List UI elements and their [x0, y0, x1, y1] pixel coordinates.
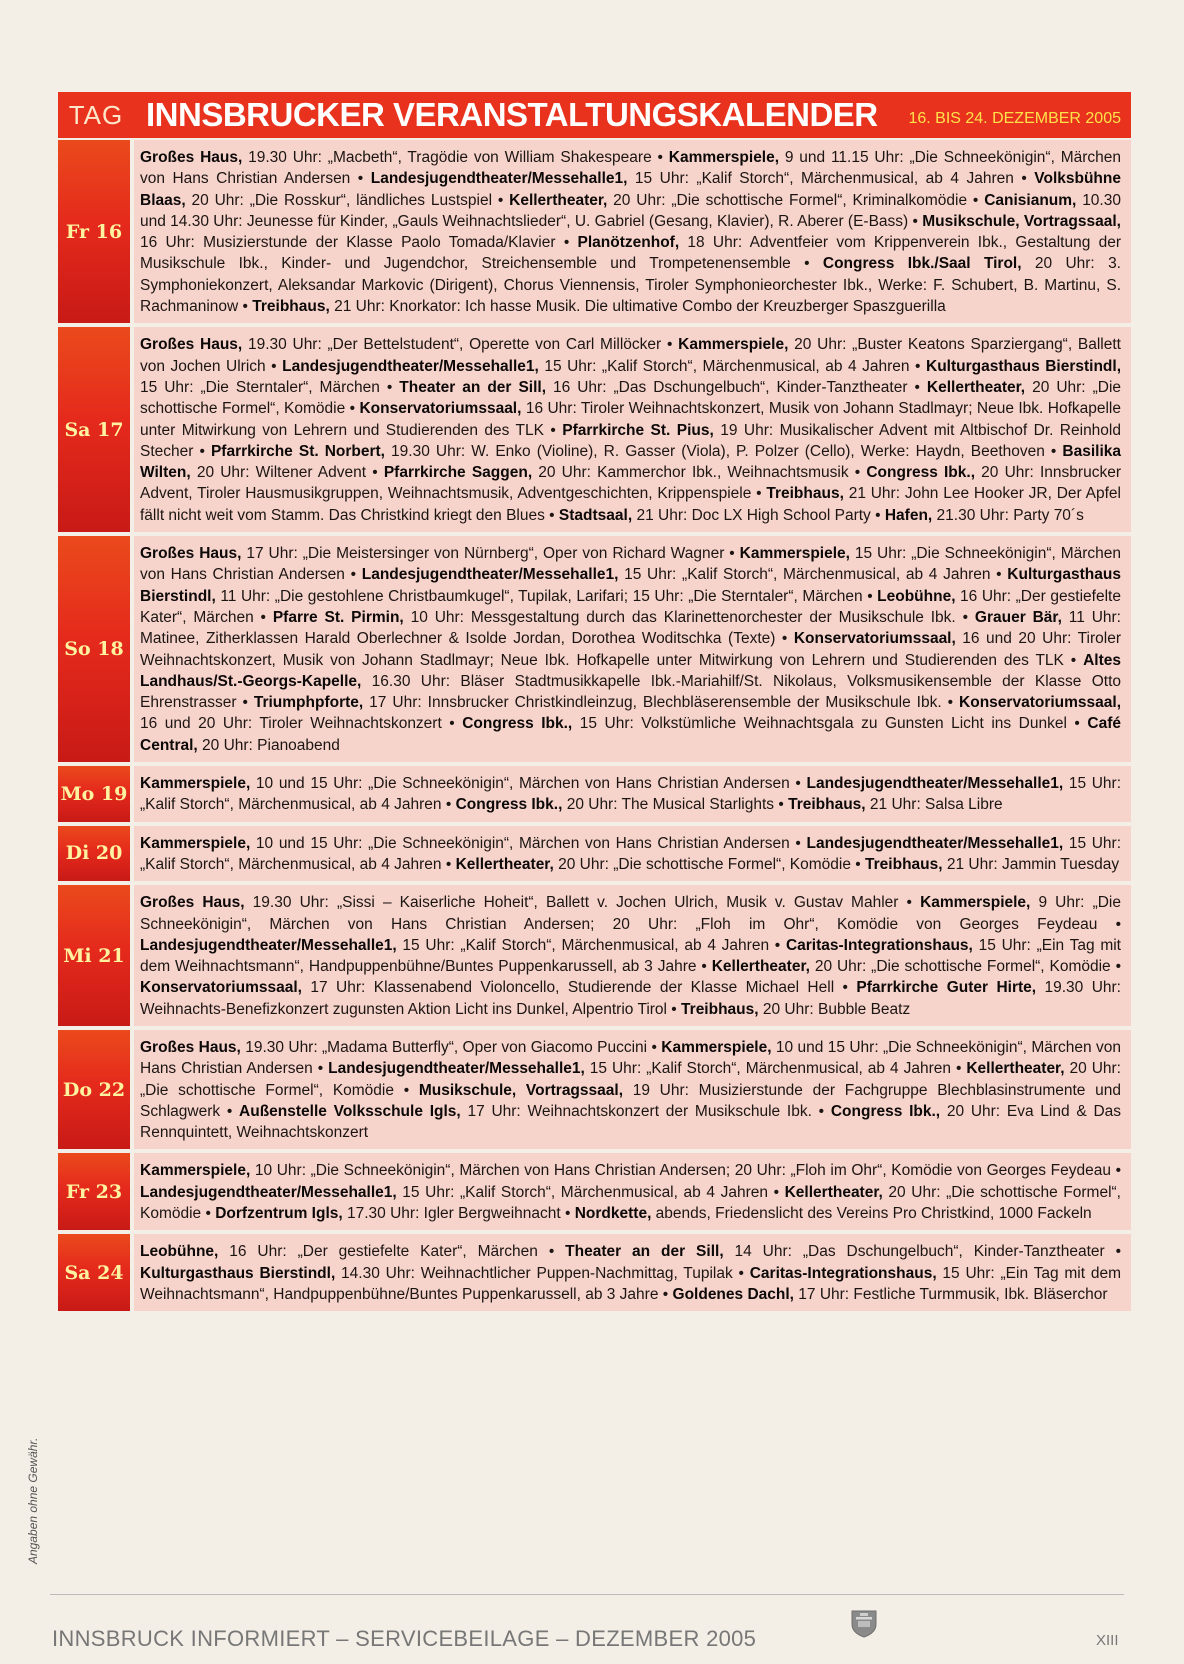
event-details: 15 Uhr: „Ein Tag mit dem Weihnachtsmann“, Handpuppenbühne/Buntes Puppenkarussell, ab 3 Jahre — [140, 936, 1121, 976]
event-details: 17 Uhr: Innsbrucker Christkindleinzug, Blechbläserensemble der Musikschule Ibk. — [363, 694, 942, 712]
event-details: 15 Uhr: „Kalif Storch“, Märchenmusical, ab 4 Jahren — [627, 170, 1014, 188]
bullet-separator: • — [441, 855, 456, 873]
event-details: 15 Uhr: „Die Sterntaler“, Märchen — [140, 378, 380, 396]
day-row — [58, 1030, 1131, 1149]
event-details: 20 Uhr: 3. Symphoniekonzert, Aleksandar Markovic (Dirigent), Chorus Viennensis, Tiroler Symphonieorchester Ibk., Werke: F. Schubert, B. Martinu, S. Rachmaninow — [140, 255, 1121, 316]
bullet-separator: • — [950, 1060, 967, 1078]
bullet-separator: • — [1063, 651, 1084, 669]
event-venue: Volksbühne Blaas, — [140, 170, 1121, 209]
event-details: 21 Uhr: Jammin Tuesday — [942, 855, 1120, 873]
bullet-separator: • — [193, 442, 211, 460]
event-details: 17 Uhr: „Die Meistersinger von Nürnberg“, Oper von Richard Wagner — [241, 545, 725, 563]
bullet-separator: • — [201, 1205, 216, 1223]
event-details: 14.30 Uhr: Weihnachtlicher Puppen-Nachmittag, Tupilak — [335, 1264, 733, 1282]
event-details: 10 und 15 Uhr: „Die Schneekönigin“, Märchen von Hans Christian Andersen — [250, 775, 790, 793]
event-details: 21 Uhr: John Lee Hooker JR, Der Apfel fällt nicht weit vom Stamm. Das Christkind kriegt den Blues — [140, 485, 1121, 524]
day-events — [134, 327, 1131, 532]
day-column-label: TAG — [68, 99, 124, 130]
event-details: 15 Uhr: „Kalif Storch“, Märchenmusical, ab 4 Jahren — [396, 936, 770, 954]
bullet-separator: • — [441, 796, 456, 814]
bullet-separator: • — [955, 608, 975, 626]
event-venue: Kammerspiele, — [920, 894, 1031, 912]
bullet-separator: • — [909, 357, 927, 375]
bullet-separator: • — [732, 1264, 750, 1282]
event-venue: Großes Haus, — [140, 545, 242, 563]
event-venue: Kammerspiele, — [678, 336, 789, 354]
date-range: 16. BIS 24. DEZEMBER 2005 — [908, 110, 1121, 127]
day-events — [134, 826, 1131, 882]
bullet-separator: • — [850, 855, 866, 873]
bullet-separator: • — [441, 715, 463, 733]
event-details: 20 Uhr: „Die schottische Formel“, Komödie — [553, 855, 851, 873]
event-venue: Pfarrkirche Guter Hirte, — [856, 979, 1037, 997]
day-row — [58, 140, 1131, 323]
bullet-separator: • — [898, 894, 921, 912]
event-venue: Treibhaus, — [788, 796, 866, 814]
bullet-separator: • — [1066, 715, 1088, 733]
event-details: 10.30 und 14.30 Uhr: Jeunesse für Kinder, „Gauls Weihnachtslieder“, U. Gabriel (Gesang, Klavier), R. Aberer (E-Bass) — [140, 191, 1121, 230]
event-details: 16.30 Uhr: Bläser Stadtmusikkapelle Ibk.-Mariahilf/St. Nikolaus, Volksmusikensemble der Klasse Otto Ehrenstrasser — [140, 672, 1121, 712]
bullet-separator: • — [967, 191, 985, 209]
day-row — [58, 327, 1131, 532]
day-cell — [58, 885, 130, 1026]
bullet-separator: • — [789, 775, 807, 793]
event-details: 16 und 20 Uhr: Tiroler Weihnachtskonzert — [140, 715, 442, 733]
event-details: 20 Uhr: Bubble Beatz — [758, 1000, 911, 1018]
day-label: Sa 17 — [64, 418, 124, 441]
event-venue: Landesjugendtheater/Messehalle1, — [140, 936, 397, 954]
event-venue: Stadtsaal, — [558, 506, 633, 524]
bullet-separator: • — [834, 979, 857, 997]
bullet-separator: • — [774, 796, 789, 814]
event-venue: Congress Ibk., — [455, 796, 563, 814]
event-venue: Altes Landhaus/St.-Georgs-Kapelle, — [140, 651, 1122, 690]
event-details: 20 Uhr: „Die schottische Formel“, Komödie — [140, 1060, 1121, 1099]
event-details: 20 Uhr: Pianoabend — [197, 736, 340, 754]
day-label: Fr 16 — [65, 220, 123, 243]
event-venue: Großes Haus, — [140, 1038, 241, 1056]
bullet-separator: • — [253, 608, 273, 626]
event-details: 19 Uhr: Musizierstunde der Fachgruppe Blechblasinstrumente und Schlagwerk — [140, 1081, 1121, 1120]
event-details: 17 Uhr: Festliche Turmmusik, Ibk. Bläserchor — [793, 1285, 1108, 1303]
event-details: 15 Uhr: „Kalif Storch“, Märchenmusical, ab 4 Jahren — [538, 357, 910, 375]
event-venue: Musikschule, Vortragssaal, — [418, 1081, 623, 1099]
event-details: 20 Uhr: Innsbrucker Advent, Tiroler Hausmusikgruppen, Weihnachtsmusik, Adventgeschichten, Krippenspiele — [140, 464, 1121, 503]
bullet-separator: • — [265, 357, 283, 375]
event-venue: Congress Ibk., — [830, 1102, 941, 1120]
event-venue: Kammerspiele, — [668, 149, 780, 166]
day-cell — [58, 1030, 130, 1149]
event-venue: Landesjugendtheater/Messehalle1, — [370, 170, 628, 188]
event-venue: Treibhaus, — [865, 855, 943, 873]
bullet-separator: • — [767, 1183, 785, 1201]
event-details: 16 Uhr: Tiroler Weihnachtskonzert, Musik von Johann Stadlmayr; Neue Ibk. Hofkapelle unter Mitwirkung von Lehrern und Studierenden des TLK — [140, 400, 1121, 439]
event-venue: Theater an der Sill, — [565, 1243, 724, 1261]
event-venue: Congress Ibk., — [866, 464, 976, 482]
event-details: 21 Uhr: Doc LX High School Party — [632, 506, 871, 524]
bullet-separator: • — [555, 234, 578, 252]
event-details: 17.30 Uhr: Igler Bergweihnacht — [342, 1205, 561, 1223]
calendar-header — [58, 92, 1131, 138]
event-details: 15 Uhr: Volkstümliche Weihnachtsgala zu Gunsten Licht ins Dunkel — [572, 715, 1067, 733]
event-details: 21.30 Uhr: Party 70´s — [932, 506, 1084, 524]
event-details: 14 Uhr: „Das Dschungelbuch“, Kinder-Tanztheater — [723, 1243, 1105, 1261]
disclaimer-note: Angaben ohne Gewähr. — [26, 1437, 40, 1564]
event-details: 20 Uhr: „Die schottische Formel“, Komödie — [140, 1183, 1121, 1223]
bullet-separator: • — [220, 1102, 240, 1120]
bullet-separator: • — [790, 255, 823, 273]
bullet-separator: • — [848, 464, 867, 482]
day-events — [134, 1153, 1131, 1230]
day-label: Sa 24 — [64, 1261, 124, 1284]
event-venue: Pfarrkirche Saggen, — [383, 464, 533, 482]
event-details: 9 und 11.15 Uhr: „Die Schneekönigin“, Märchen von Hans Christian Andersen — [140, 149, 1121, 188]
event-details: 15 Uhr: „Kalif Storch“, Märchenmusical, ab 4 Jahren — [140, 775, 1122, 814]
event-venue: Kellertheater, — [711, 958, 810, 976]
event-venue: Konservatoriumssaal, — [359, 400, 522, 418]
event-details: 15 Uhr: „Ein Tag mit dem Weihnachtsmann“, Handpuppenbühne/Buntes Puppenkarussell, ab 3 Jahre — [140, 1264, 1121, 1303]
event-venue: Grauer Bär, — [974, 608, 1062, 626]
event-venue: Pfarrkirche St. Pius, — [562, 421, 714, 439]
event-venue: Großes Haus, — [140, 894, 245, 912]
day-row — [58, 885, 1131, 1026]
bullet-separator: • — [990, 566, 1008, 584]
day-label: So 18 — [64, 638, 124, 661]
bullet-separator: • — [1110, 958, 1122, 976]
day-label: Di 20 — [65, 842, 123, 865]
event-details: 17 Uhr: Klassenabend Violoncello, Studierende der Klasse Michael Hell — [301, 979, 835, 997]
event-venue: Treibhaus, — [681, 1000, 759, 1018]
day-label: Mi 21 — [63, 944, 125, 967]
event-details: 15 Uhr: „Kalif Storch“, Märchenmusical, ab 4 Jahren — [618, 566, 991, 584]
event-venue: Kammerspiele, — [140, 775, 251, 793]
event-venue: Landesjugendtheater/Messehalle1, — [361, 566, 619, 584]
event-venue: Kellertheater, — [509, 191, 608, 209]
bullet-separator: • — [236, 694, 254, 712]
event-venue: Caritas-Integrationshaus, — [785, 936, 973, 954]
event-details: 20 Uhr: „Die schottische Formel“, Komödie — [140, 378, 1122, 418]
event-venue: Kulturgasthaus Bierstindl, — [926, 357, 1122, 375]
event-venue: Pfarrkirche St. Norbert, — [210, 442, 385, 460]
day-row — [58, 536, 1131, 762]
event-calendar — [58, 140, 1131, 1315]
event-details: 20 Uhr: „Buster Keatons Sparziergang“, Ballett von Jochen Ulrich — [140, 336, 1121, 375]
event-details: 15 Uhr: „Kalif Storch“, Märchenmusical, ab 4 Jahren — [396, 1183, 768, 1201]
event-venue: Hafen, — [884, 506, 933, 524]
bullet-separator: • — [543, 421, 563, 439]
event-details: 19.30 Uhr: „Sissi – Kaiserliche Hoheit“, Ballett v. Jochen Ulrich, Musik v. Gustav Mahler — [244, 894, 899, 912]
event-details: 10 und 15 Uhr: „Die Schneekönigin“, Märchen von Hans Christian Andersen — [250, 834, 790, 852]
event-venue: Kulturgasthaus Bierstindl, — [140, 1264, 336, 1282]
bullet-separator: • — [1013, 170, 1035, 188]
bullet-separator: • — [238, 298, 253, 316]
event-venue: Congress Ibk., — [462, 715, 573, 733]
event-details: 9 Uhr: „Die Schneekönigin“, Märchen von Hans Christian Andersen; 20 Uhr: „Floh im Ohr“, Komödie von Georges Feydeau — [140, 894, 1121, 933]
bullet-separator: • — [661, 336, 679, 354]
event-venue: Kellertheater, — [784, 1183, 883, 1201]
event-venue: Kammerspiele, — [739, 545, 850, 563]
bullet-separator: • — [345, 400, 360, 418]
event-details: 20 Uhr: „Die schottische Formel“, Komödie — [809, 958, 1111, 976]
event-details: 10 und 15 Uhr: „Die Schneekönigin“, Märchen von Hans Christian Andersen — [140, 1038, 1121, 1078]
day-events — [134, 766, 1131, 822]
event-venue: Theater an der Sill, — [399, 378, 547, 396]
day-events — [134, 1234, 1131, 1311]
bullet-separator: • — [696, 958, 712, 976]
event-details: 19.30 Uhr: „Der Bettelstudent“, Operette von Carl Millöcker — [242, 336, 662, 354]
day-cell — [58, 1234, 130, 1311]
event-details: 21 Uhr: Knorkator: Ich hasse Musik. Die ultimative Combo der Kreuzberger Spaszguerilla — [329, 298, 946, 316]
day-events — [134, 1030, 1131, 1149]
footer-divider — [50, 1594, 1124, 1595]
event-venue: Canisianum, — [984, 191, 1077, 209]
event-venue: Kulturgasthaus Bierstindl, — [140, 566, 1121, 605]
event-details: 19.30 Uhr: W. Enko (Violine), R. Gasser (Viola), P. Polzer (Cello), Werke: Haydn, Beethoven — [385, 442, 1045, 460]
city-crest-icon — [850, 1608, 878, 1638]
event-venue: Goldenes Dachl, — [672, 1285, 794, 1303]
event-venue: Kellertheater, — [966, 1060, 1065, 1078]
bullet-separator: • — [647, 1038, 662, 1056]
event-details: 20 Uhr: Wiltener Advent — [190, 464, 367, 482]
bullet-separator: • — [1097, 915, 1122, 933]
event-details: 16 Uhr: Musizierstunde der Klasse Paolo Tomada/Klavier — [140, 234, 556, 252]
day-row — [58, 1153, 1131, 1230]
footer-publication: INNSBRUCK INFORMIERT – SERVICEBEILAGE – DEZEMBER 2005 — [52, 1626, 757, 1651]
event-venue: Konservatoriumssaal, — [793, 630, 956, 648]
event-venue: Kellertheater, — [455, 855, 554, 873]
event-venue: Treibhaus, — [766, 485, 844, 503]
event-venue: Pfarre St. Pirmin, — [272, 608, 404, 626]
page-title: INNSBRUCKER VERANSTALTUNGSKALENDER — [146, 96, 878, 133]
bullet-separator: • — [366, 464, 384, 482]
bullet-separator: • — [651, 149, 669, 166]
day-cell — [58, 826, 130, 882]
event-details: 19.30 Uhr: „Macbeth“, Tragödie von William Shakespeare — [242, 149, 652, 166]
event-details: 15 Uhr: „Die Schneekönigin“, Märchen von Hans Christian Andersen — [140, 545, 1122, 584]
day-row — [58, 766, 1131, 822]
event-details: 20 Uhr: Eva Lind & Das Rennquintett, Weihnachtskonzert — [140, 1102, 1122, 1142]
bullet-separator: • — [312, 1060, 329, 1078]
event-venue: Kammerspiele, — [140, 834, 251, 852]
bullet-separator: • — [789, 834, 807, 852]
event-venue: Konservatoriumssaal, — [959, 694, 1122, 712]
event-details: 20 Uhr: Kammerchor Ibk., Weihnachtsmusik — [532, 464, 849, 482]
event-venue: Café Central, — [140, 715, 1121, 754]
day-events — [134, 140, 1131, 323]
bullet-separator: • — [1044, 442, 1063, 460]
event-details: 15 Uhr: „Kalif Storch“, Märchenmusical, ab 4 Jahren — [140, 834, 1122, 873]
event-details: 18 Uhr: Adventfeier vom Krippenverein Ibk., Gestaltung der Musikschule Ibk., Kinder- und Jugendchor, Streichensemble und Trompetenensemble — [140, 234, 1122, 273]
bullet-separator: • — [769, 936, 786, 954]
bullet-separator: • — [394, 1081, 419, 1099]
event-venue: Landesjugendtheater/Messehalle1, — [806, 834, 1064, 852]
bullet-separator: • — [870, 506, 885, 524]
event-venue: Landesjugendtheater/Messehalle1, — [806, 775, 1064, 793]
day-label: Do 22 — [62, 1078, 126, 1101]
bullet-separator: • — [379, 378, 400, 396]
day-cell — [58, 766, 130, 822]
bullet-separator: • — [667, 1000, 682, 1018]
bullet-separator: • — [658, 1285, 673, 1303]
event-details: 16 Uhr: „Der gestiefelte Kater“, Märchen — [218, 1243, 538, 1261]
event-details: 20 Uhr: The Musical Starlights — [562, 796, 775, 814]
event-details: 16 und 20 Uhr: Tiroler Weihnachtskonzert, Musik von Johann Stadlmayr; Neue Ibk. Hofkapelle unter Mitwirkung von Lehrern und Studierenden des TLK — [140, 630, 1121, 669]
day-cell — [58, 140, 130, 323]
bullet-separator: • — [775, 630, 794, 648]
event-venue: Großes Haus, — [140, 149, 243, 166]
event-venue: Musikschule, Vortragssaal, — [922, 212, 1121, 230]
bullet-separator: • — [724, 545, 740, 563]
event-details: 19 Uhr: Musikalischer Advent mit Altbischof Dr. Reinhold Stecher — [140, 421, 1121, 460]
bullet-separator: • — [544, 506, 559, 524]
event-details: 20 Uhr: „Die Rosskur“, ländliches Lustspiel — [185, 191, 493, 209]
day-events — [134, 885, 1131, 1026]
bullet-separator: • — [941, 694, 960, 712]
event-details: 16 Uhr: „Der gestiefelte Kater“, Märchen — [140, 587, 1121, 626]
event-details: 21 Uhr: Salsa Libre — [865, 796, 1003, 814]
event-venue: Dorfzentrum Igls, — [215, 1205, 343, 1223]
bullet-separator: • — [344, 566, 362, 584]
event-venue: Außenstelle Volksschule Igls, — [239, 1102, 461, 1120]
event-details: 10 Uhr: „Die Schneekönigin“, Märchen von Hans Christian Andersen; 20 Uhr: „Floh im Ohr“, Komödie von Georges Feydeau — [250, 1162, 1111, 1180]
bullet-separator: • — [560, 1205, 575, 1223]
event-venue: Caritas-Integrationshaus, — [749, 1264, 937, 1282]
day-events — [134, 536, 1131, 762]
event-details: 11 Uhr: „Die gestohlene Christbaumkugel“, Tupilak, Larifari; 15 Uhr: „Die Sterntaler“, Märchen — [215, 587, 863, 605]
event-details: 11 Uhr: Matinee, Zitherklassen Harald Oberlechner & Isolde Jordan, Dorothea Woditschka (Texte) — [140, 608, 1121, 648]
event-venue: Planötzenhof, — [577, 234, 680, 252]
event-venue: Landesjugendtheater/Messehalle1, — [282, 357, 539, 375]
bullet-separator: • — [751, 485, 767, 503]
day-row — [58, 826, 1131, 882]
bullet-separator: • — [492, 191, 510, 209]
event-venue: Triumphpforte, — [253, 694, 364, 712]
day-cell — [58, 1153, 130, 1230]
event-venue: Basilika Wilten, — [140, 442, 1122, 482]
bullet-separator: • — [908, 212, 923, 230]
event-venue: Großes Haus, — [140, 336, 243, 354]
event-venue: Leobühne, — [140, 1243, 219, 1261]
bullet-separator: • — [811, 1102, 831, 1120]
event-venue: Kammerspiele, — [661, 1038, 772, 1056]
page-number: XIII — [1096, 1632, 1119, 1649]
event-details: 16 Uhr: „Das Dschungelbuch“, Kinder-Tanztheater — [546, 378, 908, 396]
bullet-separator: • — [537, 1243, 566, 1261]
event-details: 19.30 Uhr: Weihnachts-Benefizkonzert zugunsten Aktion Licht ins Dunkel, Alpentrio Tirol — [140, 979, 1121, 1018]
bullet-separator: • — [1110, 1162, 1121, 1180]
event-details: 19.30 Uhr: „Madama Butterfly“, Oper von Giacomo Puccini — [240, 1038, 648, 1056]
day-label: Mo 19 — [60, 782, 128, 805]
day-cell — [58, 536, 130, 762]
day-label: Fr 23 — [65, 1180, 123, 1203]
event-venue: Congress Ibk./Saal Tirol, — [822, 255, 1022, 273]
event-venue: Kellertheater, — [926, 378, 1026, 396]
event-venue: Kammerspiele, — [140, 1162, 251, 1180]
event-details: 15 Uhr: „Kalif Storch“, Märchenmusical, ab 4 Jahren — [584, 1060, 951, 1078]
bullet-separator: • — [350, 170, 371, 188]
event-venue: Leobühne, — [877, 587, 956, 605]
bullet-separator: • — [1104, 1243, 1122, 1261]
event-venue: Landesjugendtheater/Messehalle1, — [140, 1183, 397, 1201]
day-row — [58, 1234, 1131, 1311]
bullet-separator: • — [862, 587, 878, 605]
event-details: 17 Uhr: Weihnachtskonzert der Musikschule Ibk. — [460, 1102, 812, 1120]
event-venue: Konservatoriumssaal, — [140, 979, 302, 997]
event-venue: Treibhaus, — [252, 298, 330, 316]
bullet-separator: • — [907, 378, 927, 396]
event-details: abends, Friedenslicht des Vereins Pro Christkind, 1000 Fackeln — [651, 1205, 1092, 1223]
event-venue: Nordkette, — [574, 1205, 652, 1223]
event-details: 20 Uhr: „Die schottische Formel“, Kriminalkomödie — [607, 191, 968, 209]
day-cell — [58, 327, 130, 532]
event-details: 10 Uhr: Messgestaltung durch das Klarinettenorchester der Musikschule Ibk. — [403, 608, 956, 626]
event-venue: Landesjugendtheater/Messehalle1, — [328, 1060, 585, 1078]
